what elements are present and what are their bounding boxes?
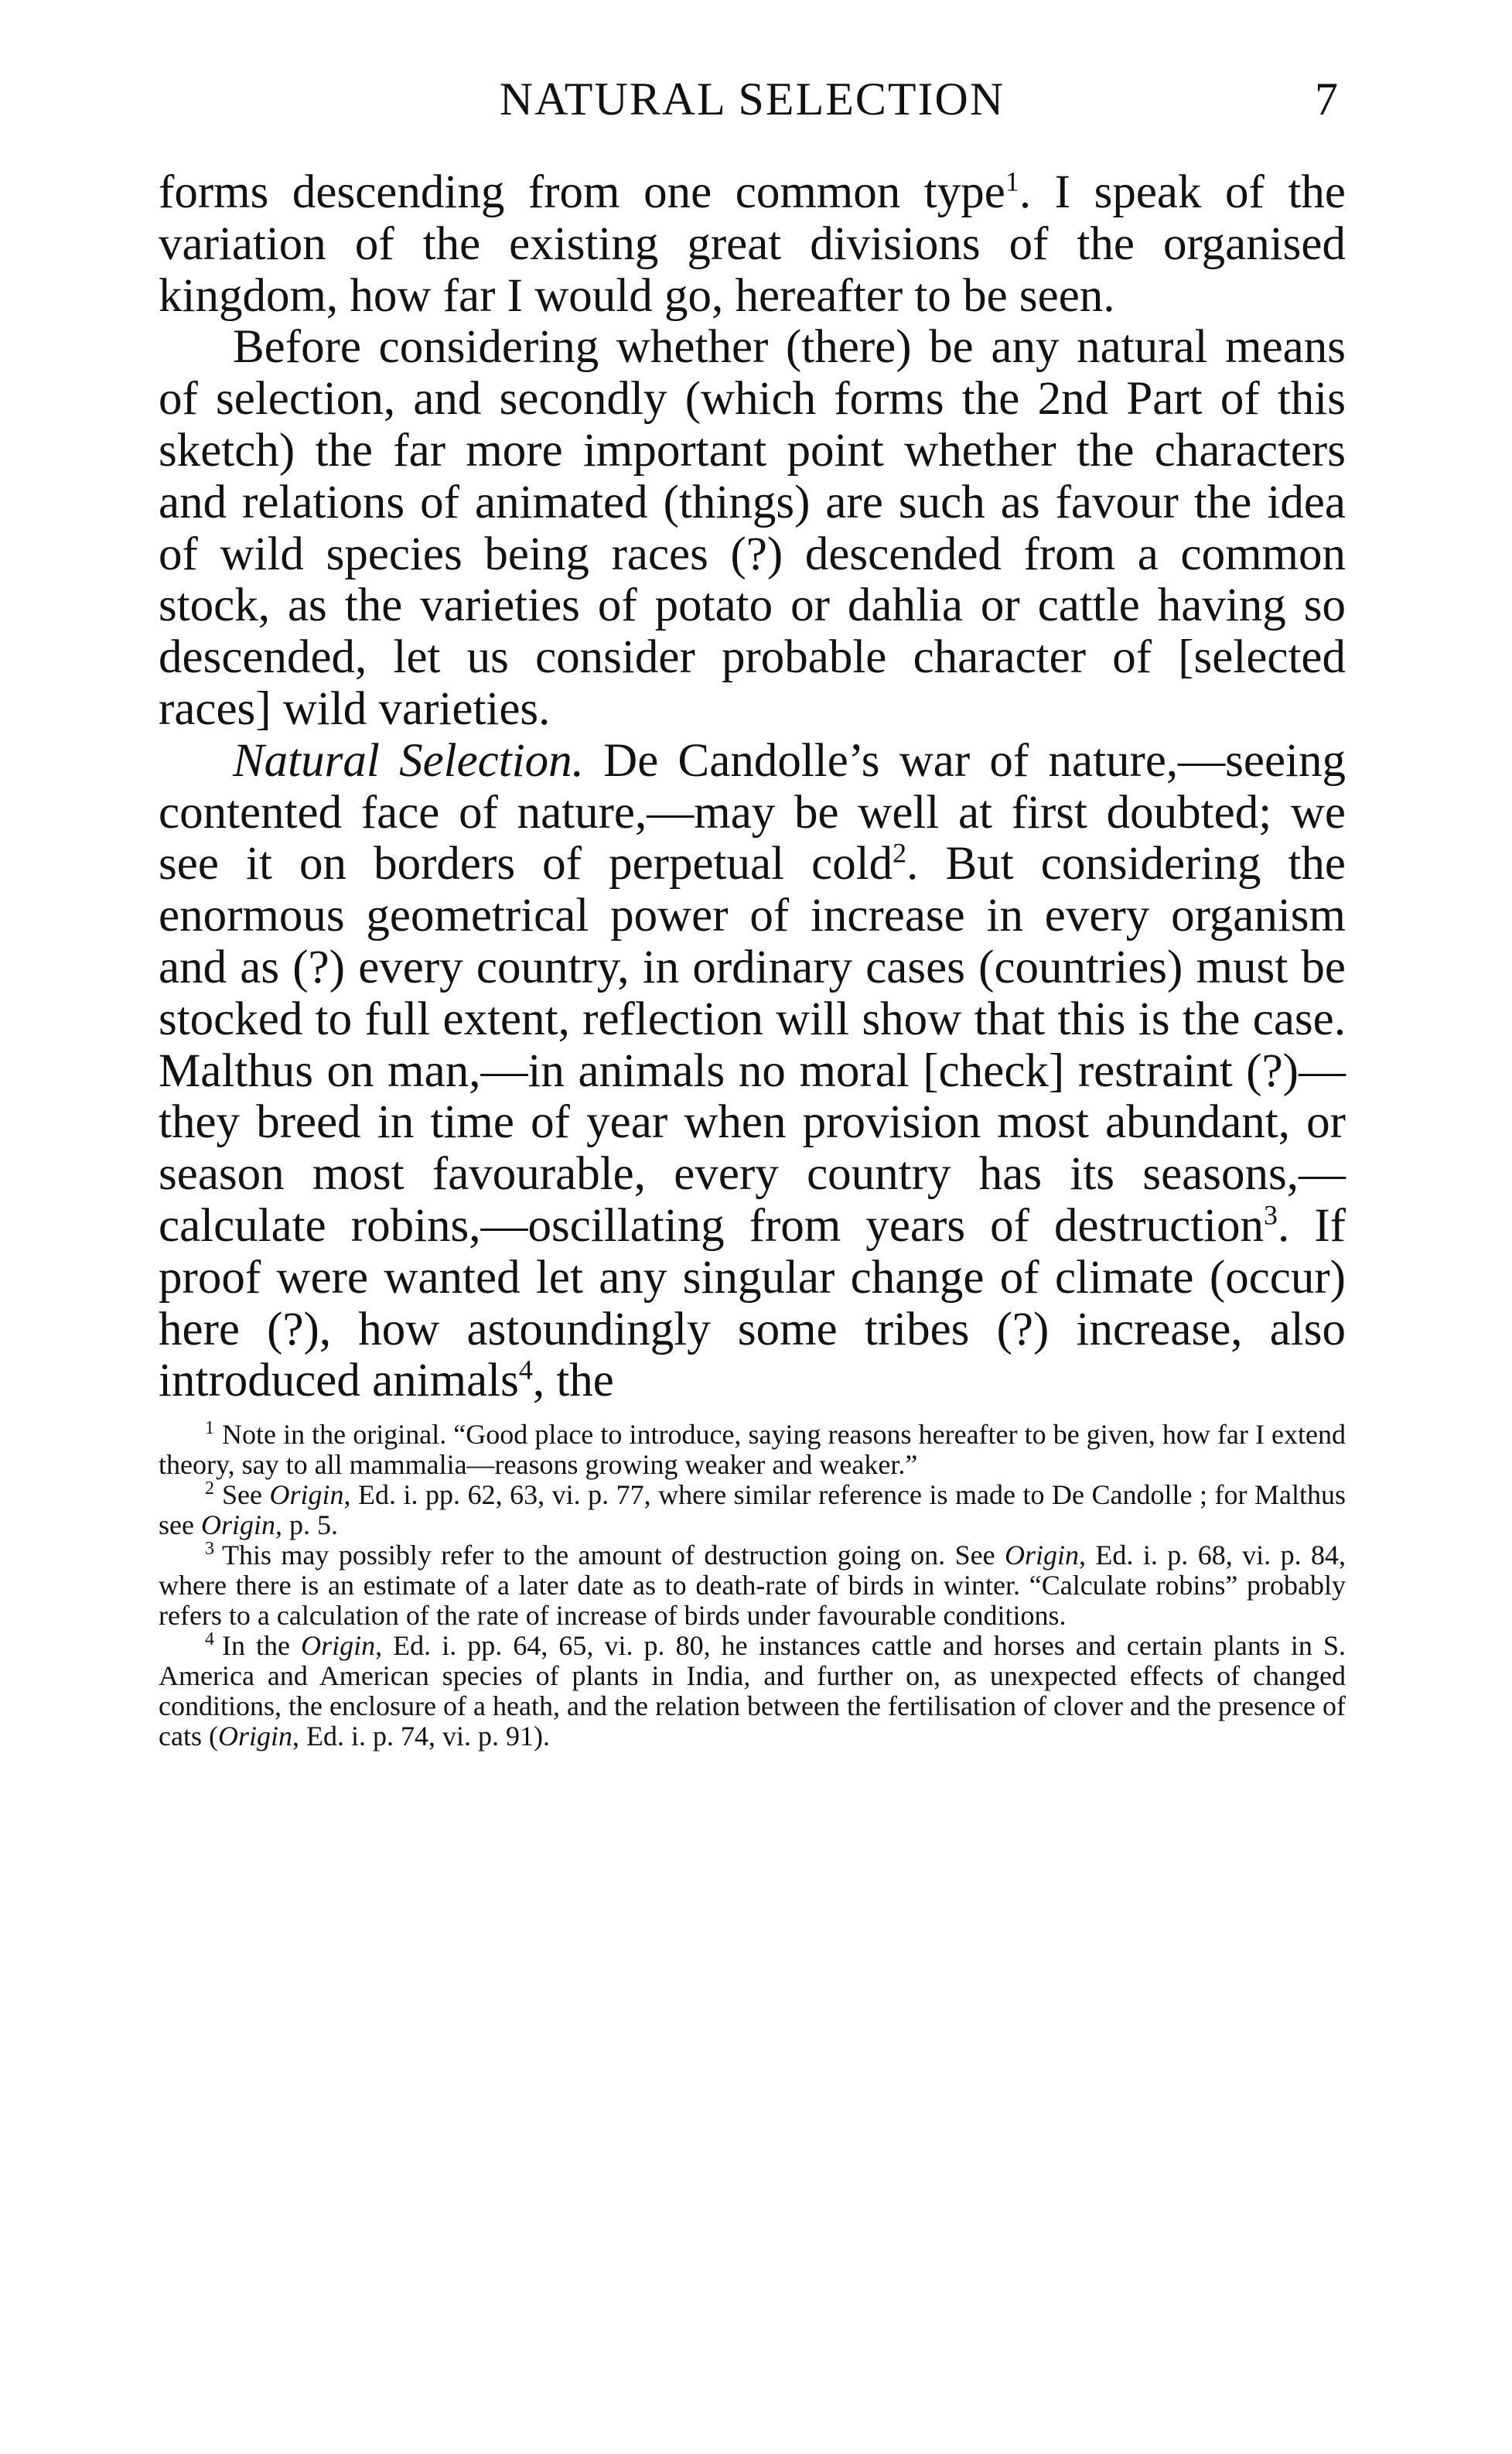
paragraph-text: De Candolle’s war of nature,—seeing contented face of nature,—may be well at first doubted; we see it on borders of perpetual cold (159, 734, 1346, 890)
footnote-reference: 3 (1264, 1199, 1278, 1231)
footnote-text: , Ed. i. pp. 64, 65, vi. p. 80, he instances cattle and horses and certain plants in S. America and American species of plants in India, and further on, as unexpected effects of changed conditions, the enclosure of a heath, and the relation between the fertilisation of clover and the presence of cats ( (159, 1630, 1346, 1752)
footnote-1 (159, 1420, 1346, 1480)
footnote-title: Origin (269, 1479, 344, 1511)
paragraph-text: , the (532, 1355, 614, 1407)
running-head (159, 68, 1346, 130)
paragraph-text: . But considering the enormous geometrical power of increase in every organism and as (?) every country, in ordinary cases (countries) must be stocked to full extent, reflection will show that this is the case. Malthus on man,—in animals no moral [check] restraint (?)—they breed in time of year when provision most abundant, or season most favourable, every country has its seasons,—calculate robins,—oscillating from years of destruction (159, 838, 1346, 1252)
paragraph-text: . I speak of the variation of the existing great divisions of the organised kingdom, how far I would go, hereafter to be seen. (159, 166, 1346, 322)
footnote-text: , Ed. i. p. 74, vi. p. 91). (292, 1721, 550, 1752)
footnote-text: In the (222, 1630, 302, 1662)
footnote-number: 1 (205, 1418, 214, 1439)
section-lead-in: Natural Selection. (233, 734, 584, 787)
footnote-number: 2 (205, 1478, 214, 1499)
running-title: NATURAL SELECTION (499, 73, 1005, 125)
paragraph (159, 322, 1346, 735)
footnote-text: This may possibly refer to the amount of destruction going on. See (222, 1540, 1005, 1571)
footnote-number: 4 (205, 1629, 214, 1650)
footnote-text: See (222, 1479, 270, 1511)
footnote-text: , p. 5. (275, 1509, 338, 1541)
main-text (159, 167, 1346, 1407)
footnote-2 (159, 1480, 1346, 1540)
footnote-4 (159, 1631, 1346, 1752)
footnote-3 (159, 1540, 1346, 1631)
page-number: 7 (1315, 73, 1340, 125)
footnote-reference: 4 (518, 1355, 533, 1386)
paragraph-continuation (159, 167, 1346, 322)
footnote-text: , Ed. i. p. 68, vi. p. 84, where there is an estimate of a later date as to death-rate of birds in winter. “Calculate robins” probably refers to a calculation of the rate of increase of birds under favourable conditions. (159, 1540, 1346, 1632)
footnote-title: Origin (217, 1721, 292, 1752)
paragraph-natural-selection (159, 736, 1346, 1407)
paragraph-text: forms descending from one common type (159, 166, 1005, 218)
footnote-title: Origin (200, 1509, 275, 1541)
footnote-reference: 2 (893, 838, 907, 870)
footnote-text: , Ed. i. pp. 62, 63, vi. p. 77, where similar reference is made to De Candolle ; for Malthus see (159, 1479, 1346, 1541)
footnote-title: Origin (301, 1630, 376, 1662)
footnotes (159, 1420, 1346, 1752)
footnote-reference: 1 (1005, 166, 1019, 197)
paragraph-text: . If proof were wanted let any singular change of climate (occur) here (?), how astoundingly some tribes (?) increase, also introduced animals (159, 1199, 1346, 1407)
paragraph-text: Before considering whether (there) be any natural means of selection, and secondly (which forms the 2nd Part of this sketch) the far more important point whether the characters and relations of animated (things) are such as favour the idea of wild species being races (?) descended from a common stock, as the varieties of potato or dahlia or cattle having so descended, let us consider probable character of [selected races] wild varieties. (159, 321, 1346, 735)
footnote-text: Note in the original. “Good place to introduce, saying reasons hereafter to be given, how far I extend theory, say to all mammalia—reasons growing weaker and weaker.” (159, 1419, 1346, 1481)
book-page (159, 68, 1346, 1752)
footnote-title: Origin (1004, 1540, 1079, 1571)
footnote-number: 3 (205, 1539, 214, 1560)
